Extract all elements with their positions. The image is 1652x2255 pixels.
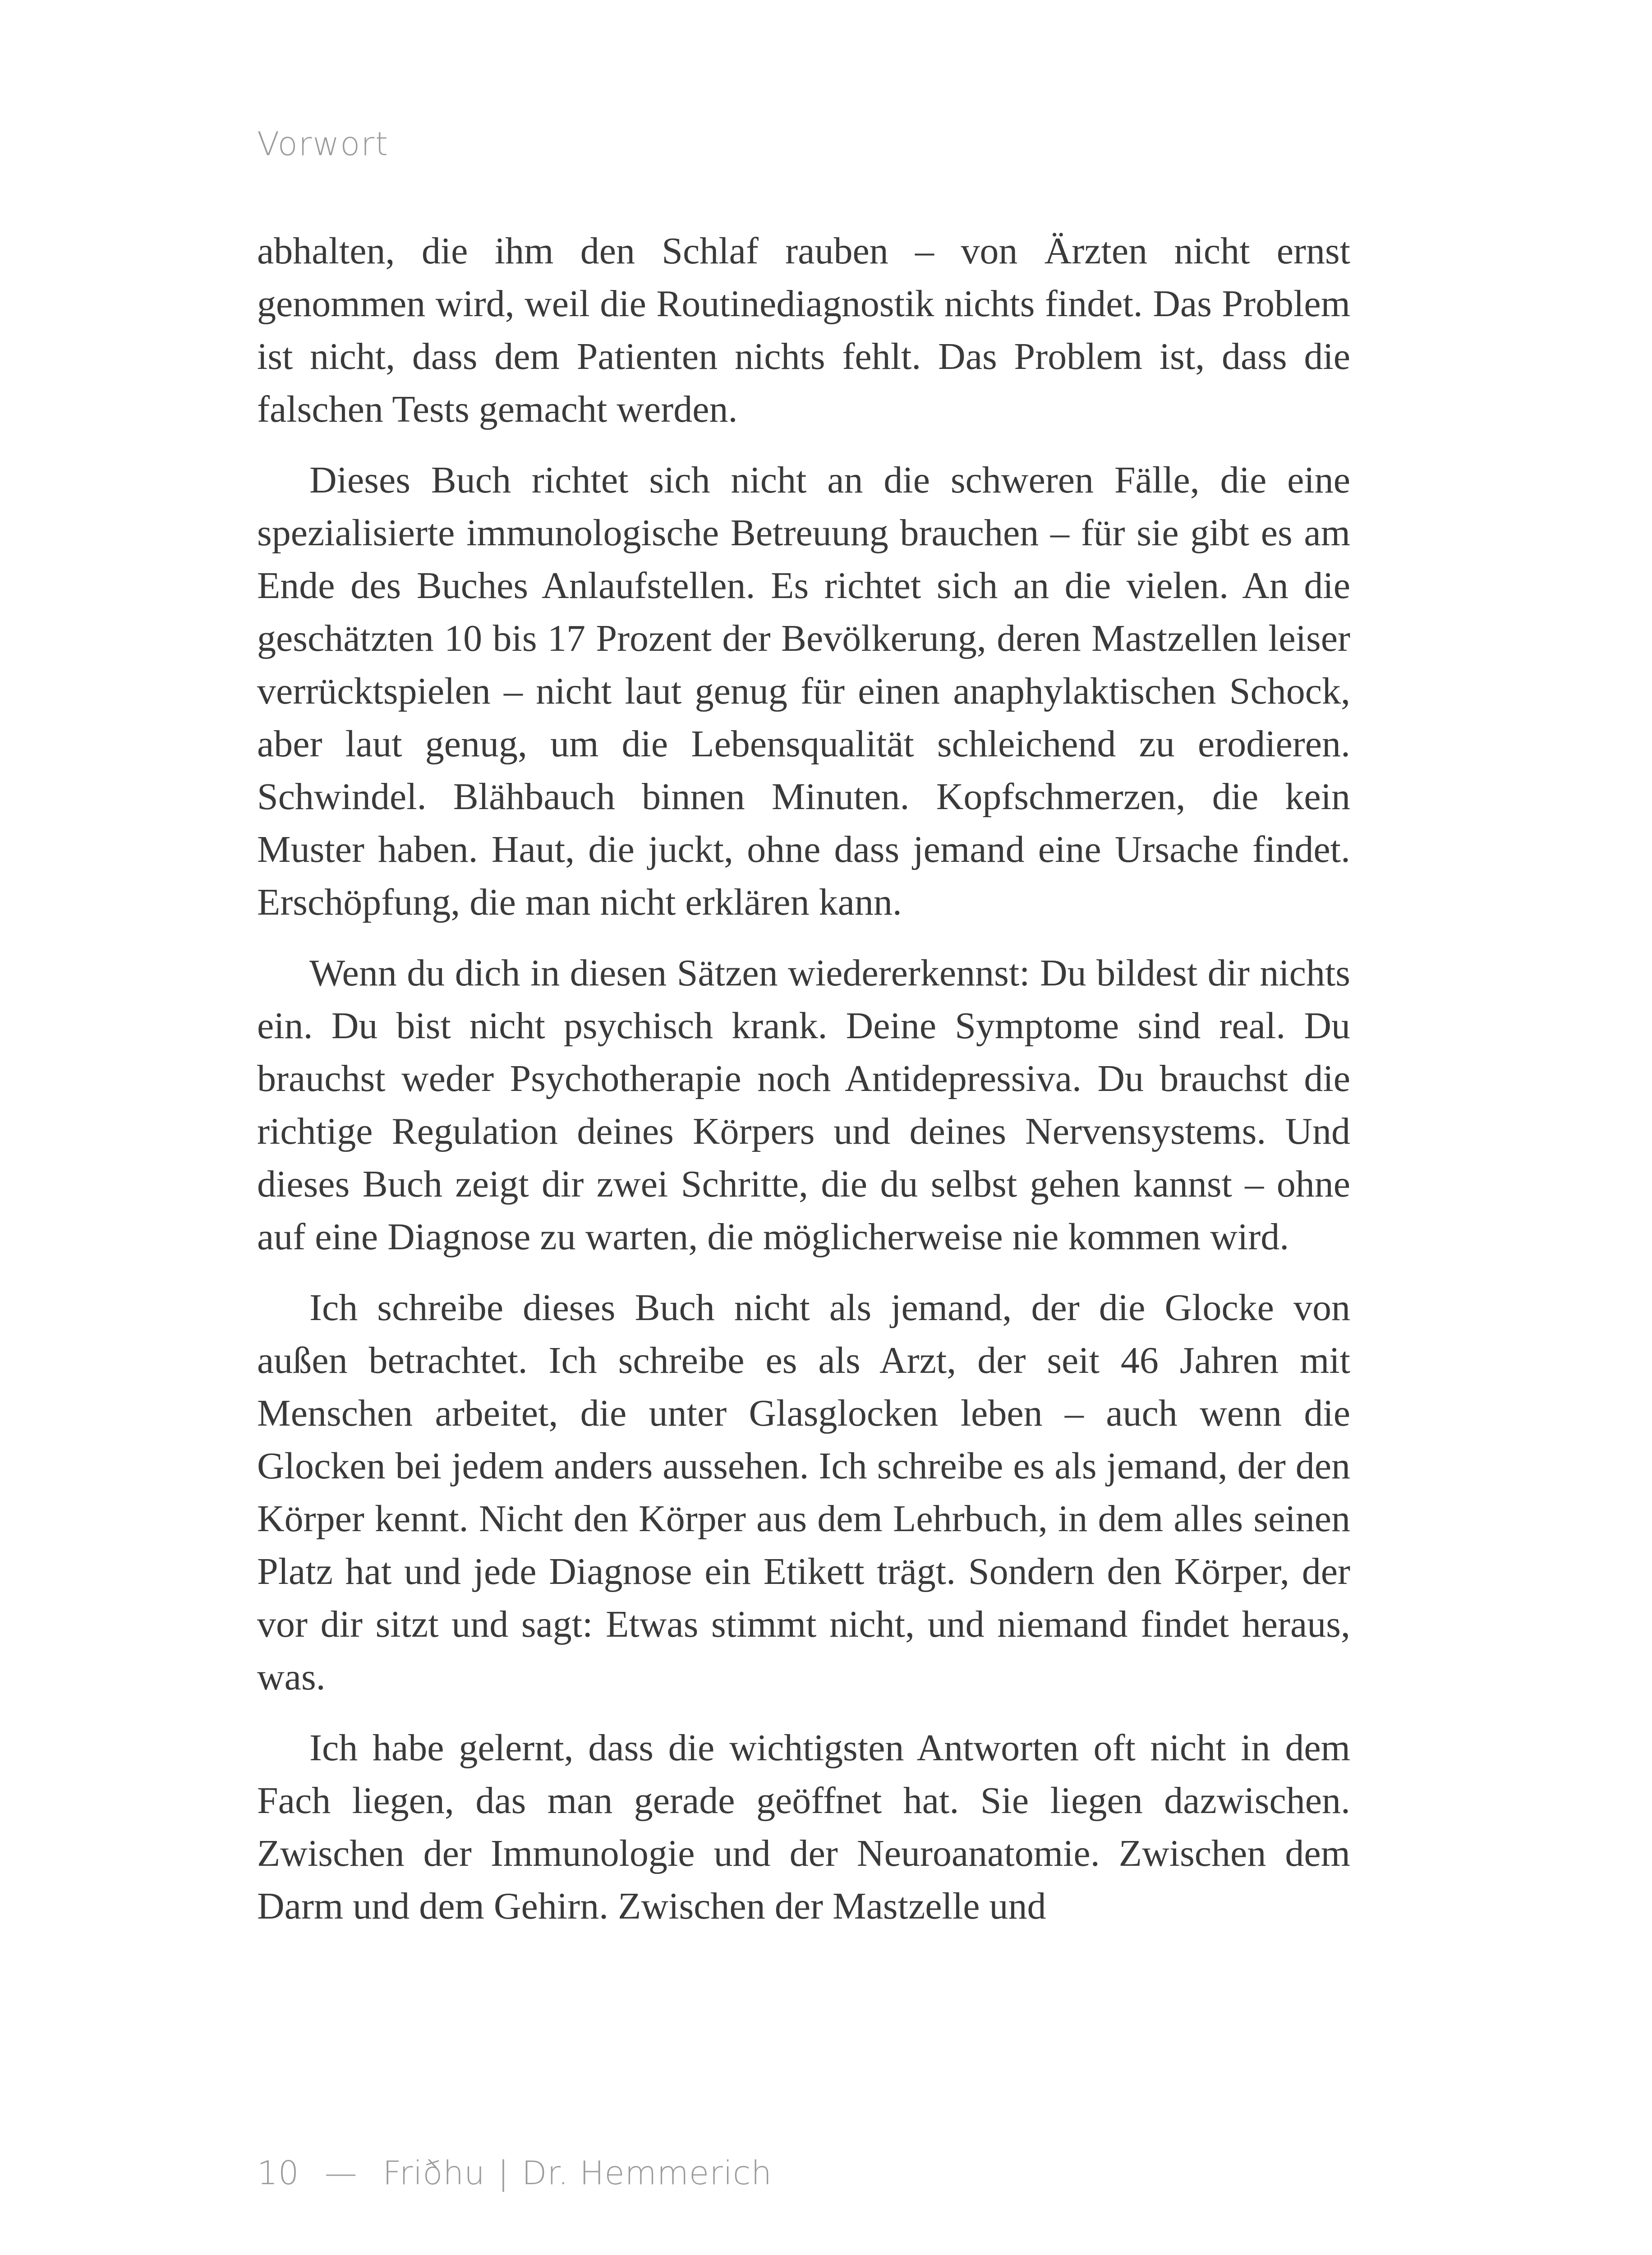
paragraph: Ich habe gelernt, dass die wichtigsten Antworten oft nicht in dem Fach liegen, das man gerade geöffnet hat. Sie liegen dazwischen. Zwischen der Immunologie und der Neuroanatomie. Zwischen dem Darm und dem Gehirn. Zwischen der Mastzelle und	[257, 1727, 1350, 1927]
paragraph: Dieses Buch richtet sich nicht an die schweren Fälle, die eine spezialisierte immunologische Betreuung brauchen – für sie gibt es am Ende des Buches Anlaufstellen. Es richtet sich an die vielen. An die geschätzten 10 bis 17 Prozent der Bevölkerung, deren Mastzellen leiser verrücktspielen – nicht laut genug für einen anaphylaktischen Schock, aber laut genug, um die Lebensqualität schleichend zu erodieren. Schwindel. Blähbauch binnen Minuten. Kopfschmerzen, die kein Muster haben. Haut, die juckt, ohne dass jemand eine Ursache findet. Erschöpfung, die man nicht erklären kann.	[257, 459, 1350, 923]
footer-brand: Friðhu	[382, 2154, 485, 2192]
paragraph-continued: abhalten, die ihm den Schlaf rauben – von Ärzten nicht ernst genommen wird, weil die Routinediagnostik nichts findet. Das Problem ist nicht, dass dem Patienten nichts fehlt. Das Problem ist, dass die falschen Tests gemacht werden.	[257, 230, 1350, 430]
footer-author: Dr. Hemmerich	[522, 2154, 773, 2192]
body-text	[257, 225, 1350, 1951]
paragraph: Ich schreibe dieses Buch nicht als jemand, der die Glocke von außen betrachtet. Ich schreibe es als Arzt, der seit 46 Jahren mit Menschen arbeitet, die unter Glasglocken leben – auch wenn die Glocken bei jedem anders aussehen. Ich schreibe es als jemand, der den Körper kennt. Nicht den Körper aus dem Lehrbuch, in dem alles seinen Platz hat und jede Diagnose ein Etikett trägt. Sondern den Körper, der vor dir sitzt und sagt: Etwas stimmt nicht, und niemand findet heraus, was.	[257, 1287, 1350, 1698]
paragraph: Wenn du dich in diesen Sätzen wiedererkennst: Du bildest dir nichts ein. Du bist nicht psychisch krank. Deine Symptome sind real. Du brauchst weder Psychotherapie noch Antidepressiva. Du brauchst die richtige Regulation deines Körpers und deines Nervensystems. Und dieses Buch zeigt dir zwei Schritte, die du selbst gehen kannst – ohne auf eine Diagnose zu warten, die möglicherweise nie kommen wird.	[257, 952, 1350, 1258]
page-number: 10	[257, 2154, 299, 2192]
footer-separator: —	[324, 2154, 358, 2192]
footer-divider: |	[497, 2154, 509, 2192]
running-head: Vorwort	[257, 125, 389, 163]
page-footer	[257, 2154, 773, 2192]
